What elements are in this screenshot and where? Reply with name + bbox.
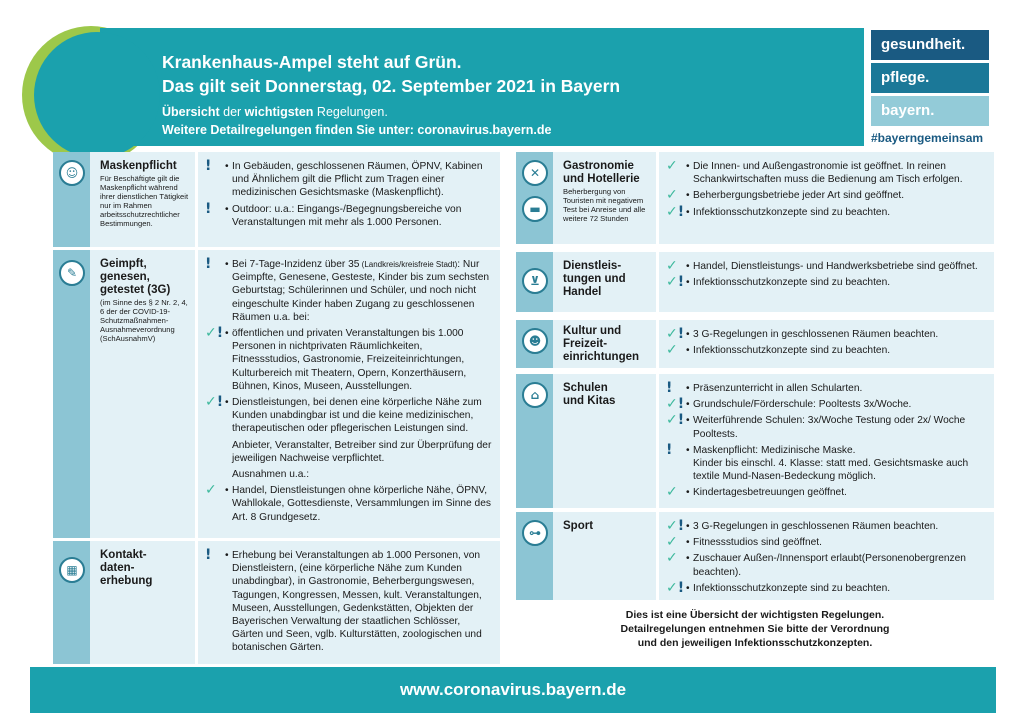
section-title — [100, 160, 192, 228]
check-icon: ✓ — [666, 203, 678, 220]
list-item: ✓ • Infektionsschutzkonzepte sind zu beachten. — [666, 342, 891, 359]
divider — [195, 250, 198, 538]
title-sub: (im Sinne des § 2 Nr. 2, 4, 6 der der COVID-19-Schutzmaßnahmen-Ausnahmeverordnung (SchAusnahmV) — [100, 298, 188, 343]
title-text: Handel — [563, 286, 602, 298]
check-icon: ✓ — [666, 396, 678, 413]
list-item: ✓ • Beherbergungsbetriebe jeder Art sind geöffnet. — [666, 187, 905, 204]
exclamation-icon: ! — [677, 326, 685, 342]
item-text: Outdoor: u.a.: Eingangs-/Begegnungsbereiche von Veranstaltungen mit mehr als 1.000 Personen. — [232, 203, 462, 228]
check-icon: ✓ — [666, 187, 678, 204]
cutlery-icon: ✕ — [522, 160, 548, 186]
item-text: : Nur Geimpfte, Genesene, Gesteste, Kinder bis zum sechsten Geburtstag; Schülerinnen und Schüler, und noch nicht eingeschulte Kinder haben Zugang zu geschlossenen Räumen u.a. bei: — [232, 259, 490, 323]
subtitle-text-2: Regelungen. — [313, 105, 388, 119]
exclamation-icon: ! — [205, 200, 212, 217]
dumbbell-icon: ⊶ — [522, 520, 548, 546]
title-line-1: Krankenhaus-Ampel steht auf Grün. — [162, 52, 462, 72]
check-icon: ✓ — [205, 325, 217, 342]
list-item: ! • Outdoor: u.a.: Eingangs-/Begegnungsbereiche von Veranstaltungen mit mehr als 1.000 Personen. — [205, 200, 462, 228]
list-item: ! • Maskenpflicht: Medizinische Maske. — [666, 441, 856, 458]
title-text: Sport — [563, 520, 594, 532]
list-item: ✓! • Infektionsschutzkonzepte sind zu beachten. — [666, 203, 891, 220]
title-text: Kultur und — [563, 325, 622, 337]
check-icon: ✓ — [666, 484, 678, 501]
exclamation-icon: ! — [677, 203, 685, 220]
subtitle-bold-2: wichtigsten — [244, 105, 314, 119]
section-gastronomie — [516, 152, 994, 244]
exclamation-icon: ! — [205, 256, 212, 272]
check-icon: ✓ — [666, 258, 678, 274]
item-text: öffentlichen und privaten Veranstaltungen bis 1.000 Personen in nichtprivaten Räumlichkeiten, Fitnessstudios, Gastronomie, Freizeiteinrichtungen, Kulturbereich mit Theatern, Opern, Konzerthäusern, Bühnen, Kinos, Museen, Ausstellungen. — [232, 328, 467, 392]
info-text: Kinder bis einschl. 4. Klasse: statt med. Gesichtsmaske auch textile Mund-Nasen-Bedeckung möglich. — [693, 458, 969, 483]
section-maskenpflicht — [53, 152, 500, 247]
note-line: Dies ist eine Übersicht der wichtigsten Regelungen. — [625, 609, 885, 621]
item-text: Infektionsschutzkonzepte sind zu beachten. — [693, 345, 891, 357]
section-title — [563, 520, 653, 533]
section-body — [666, 520, 986, 598]
check-icon: ✓ — [666, 550, 678, 567]
list-item: ✓ • Fitnessstudios sind geöffnet. — [666, 534, 822, 551]
section-title — [563, 382, 653, 408]
exclamation-icon: ! — [666, 441, 673, 458]
page-title — [162, 50, 620, 98]
subtitle-bold-1: Übersicht — [162, 105, 220, 119]
check-icon: ✓ — [666, 412, 678, 429]
item-text: Weiterführende Schulen: 3x/Woche Testung oder 2x/ Woche Pooltests. — [693, 415, 966, 440]
item-text: Beherbergungsbetriebe jeder Art sind geöffnet. — [693, 190, 905, 202]
list-item: ✓ • Handel, Dienstleistungen ohne körperliche Nähe, ÖPNV, Wahllokale, Gottesdienste, Versammlungen im Sinne des Art. 8 Grundgesetz. — [205, 482, 491, 523]
check-icon: ✓ — [666, 326, 678, 342]
title-text: Dienstleis- — [563, 260, 622, 272]
check-icon: ✓ — [666, 274, 678, 291]
item-text: Handel, Dienstleistungs- und Handwerksbetriebe sind geöffnet. — [693, 261, 978, 272]
item-text: Fitnessstudios sind geöffnet. — [693, 537, 822, 549]
item-text: Grundschule/Förderschule: Pooltests 3x/Woche. — [693, 399, 912, 411]
item-text: In Gebäuden, geschlossenen Räumen, ÖPNV, Kabinen und Ähnlichem gilt die Pflicht zum Tragen einer medizinischen Gesichtsmaske (Maskenpflicht). — [232, 161, 483, 199]
section-body — [666, 260, 986, 292]
section-title — [563, 160, 653, 223]
exclamation-icon: ! — [205, 158, 212, 174]
item-text: Infektionsschutzkonzepte sind zu beachten. — [693, 206, 891, 218]
title-text: tungen und — [563, 273, 626, 285]
brand-bayern: bayern. — [871, 96, 989, 126]
exclamation-icon: ! — [666, 380, 673, 396]
brand-pflege: pflege. — [871, 63, 989, 93]
check-icon: ✓ — [666, 158, 678, 174]
divider — [195, 541, 198, 664]
divider — [656, 152, 659, 244]
title-text: Freizeit- — [563, 338, 608, 350]
divider — [656, 252, 659, 312]
title-sub: Beherbergung von Touristen mit negativem Test bei Anreise und alle weitere 72 Stunden — [563, 187, 646, 223]
school-icon: ⌂ — [522, 382, 548, 408]
exclamation-icon: ! — [216, 394, 224, 411]
section-body — [205, 549, 493, 658]
cart-icon: ⊻ — [522, 268, 548, 294]
title-text: erhebung — [100, 575, 153, 587]
section-title — [100, 549, 192, 588]
check-icon: ✓ — [666, 579, 678, 596]
item-text: Kindertagesbetreuungen geöffnet. — [693, 487, 847, 499]
exclamation-icon: ! — [677, 396, 685, 413]
title-text: Schulen — [563, 382, 608, 394]
calendar-icon: ▦ — [59, 557, 85, 583]
list-item: ✓! • 3 G-Regelungen in geschlossenen Räumen beachten. — [666, 326, 939, 342]
list-item: ✓! • Dienstleistungen, bei denen eine körperliche Nähe zum Kunden unabdingbar ist und die keine medizinischen, therapeutischen oder pflegerischen Leistungen sind. — [205, 394, 482, 435]
section-3g — [53, 250, 500, 538]
subtitle-text-1: der — [219, 105, 245, 119]
list-item: ✓ • Handel, Dienstleistungs- und Handwerksbetriebe sind geöffnet. — [666, 258, 978, 274]
info-text: Ausnahmen u.a.: — [232, 469, 310, 481]
title-text: und Hotellerie — [563, 173, 640, 185]
section-body — [666, 382, 986, 503]
check-icon: ✓ — [666, 534, 678, 551]
brand-gesundheit: gesundheit. — [871, 30, 989, 60]
divider — [656, 320, 659, 368]
note-line: und den jeweiligen Infektionsschutzkonzepten. — [637, 637, 873, 649]
check-icon: ✓ — [666, 342, 678, 359]
item-text: Dienstleistungen, bei denen eine körperliche Nähe zum Kunden unabdingbar ist und die keine medizinischen, therapeutischen oder pflegerischen Leistungen sind. — [232, 397, 482, 435]
summary-note — [515, 608, 995, 650]
item-text: 3 G-Regelungen in geschlossenen Räumen beachten. — [693, 521, 939, 532]
check-icon: ✓ — [666, 518, 678, 534]
divider — [656, 374, 659, 508]
section-dienstleistungen — [516, 252, 994, 312]
syringe-icon: ✎ — [59, 260, 85, 286]
exclamation-icon: ! — [677, 412, 685, 429]
section-body — [666, 328, 986, 360]
title-line-2: Das gilt seit Donnerstag, 02. September 2021 in Bayern — [162, 76, 621, 96]
list-item: ✓! • Weiterführende Schulen: 3x/Woche Testung oder 2x/ Woche Pooltests. — [666, 412, 966, 440]
section-title — [100, 258, 192, 343]
divider — [656, 512, 659, 600]
item-text: Die Innen- und Außengastronomie ist geöffnet. In reinen Schankwirtschaften muss die Bedienung am Tisch erfolgen. — [693, 161, 963, 186]
item-text: Handel, Dienstleistungen ohne körperliche Nähe, ÖPNV, Wahllokale, Gottesdienste, Versammlungen im Sinne des Art. 8 Grundgesetz. — [232, 485, 491, 523]
title-text: Maskenpflicht — [100, 160, 177, 172]
check-icon: ✓ — [205, 394, 217, 411]
list-item: ! • Bei 7-Tage-Inzidenz über 35 (Landkreis/kreisfreie Stadt): Nur Geimpfte, Genesene, Gesteste, Kinder bis zum sechsten Geburtstag; Schülerinnen und Schüler, und noch nicht eingeschulte Kinder haben Zugang zu geschlossenen Räumen u.a. bei: — [205, 256, 490, 323]
list-item: ✓! • Grundschule/Förderschule: Pooltests 3x/Woche. — [666, 396, 912, 413]
subtitle-link-line: Weitere Detailregelungen finden Sie unter: coronavirus.bayern.de — [162, 123, 552, 137]
item-text: Zuschauer Außen-/Innensport erlaubt(Personenobergrenzen beachten). — [693, 553, 966, 578]
exclamation-icon: ! — [677, 518, 685, 534]
section-body — [666, 160, 986, 222]
title-sub: Für Beschäftigte gilt die Maskenpflicht während ihrer dienstlichen Tätigkeit nur im Rahmen arbeitsschutzrechtlicher Bestimmungen. — [100, 174, 189, 228]
icon-column — [53, 250, 90, 538]
title-text: Geimpft, genesen, getestet (3G) — [100, 258, 171, 296]
item-text: Erhebung bei Veranstaltungen ab 1.000 Personen, von Dienstleistern, (eine körperliche Nähe zum Kunden unabdingbar), in Gastronomie, Beherbergungswesen, Tagungen, Kongressen, Messen, kult. Veranstaltungen, Museen, Ausstellungen, Gedenkstätten, Objekten der Bayerischen Verwaltung der staatlichen Schlösser, Gärten und Seen, vglb. Kulturstätten, zoologischen und botanischen Gärten. — [232, 550, 482, 654]
theater-masks-icon: ☻ — [522, 328, 548, 354]
exclamation-icon: ! — [205, 547, 212, 563]
list-item: ✓! • 3 G-Regelungen in geschlossenen Räumen beachten. — [666, 518, 939, 534]
page-subtitle — [162, 103, 551, 139]
check-icon: ✓ — [205, 482, 217, 499]
list-item: ✓! • Infektionsschutzkonzepte sind zu beachten. — [666, 579, 891, 596]
section-body — [205, 160, 493, 232]
section-title — [563, 325, 653, 364]
item-text: 3 G-Regelungen in geschlossenen Räumen beachten. — [693, 329, 939, 340]
title-text: Gastronomie — [563, 160, 634, 172]
item-text: Maskenpflicht: Medizinische Maske. — [693, 444, 856, 456]
item-text: Infektionsschutzkonzepte sind zu beachten. — [693, 277, 891, 289]
list-item: ✓ • Kindertagesbetreuungen geöffnet. — [666, 484, 847, 501]
list-item: ✓ • Zuschauer Außen-/Innensport erlaubt(Personenobergrenzen beachten). — [666, 550, 966, 578]
section-title — [563, 260, 653, 299]
section-schulen — [516, 374, 994, 508]
title-text: Kontakt- — [100, 549, 147, 561]
list-item: ✓! • Infektionsschutzkonzepte sind zu beachten. — [666, 274, 891, 291]
divider — [195, 152, 198, 247]
item-small: (Landkreis/kreisfreie Stadt) — [359, 260, 458, 269]
item-text: Bei 7-Tage-Inzidenz über 35 — [232, 259, 360, 270]
decor-circle-inner — [34, 32, 160, 158]
bed-icon: ▬ — [522, 196, 548, 222]
info-text: Anbieter, Veranstalter, Betreiber sind zur Überprüfung der jeweiligen Nachweise verpflichtet. — [232, 439, 492, 464]
list-item: ! • In Gebäuden, geschlossenen Räumen, ÖPNV, Kabinen und Ähnlichem gilt die Pflicht zum Tragen einer medizinischen Gesichtsmaske (Maskenpflicht). — [205, 158, 483, 199]
list-item: ✓! • öffentlichen und privaten Veranstaltungen bis 1.000 Personen in nichtprivaten Räumlichkeiten, Fitnessstudios, Gastronomie, Freizeiteinrichtungen, Kulturbereich mit Theatern, Opern, Konzerthäusern, Bühnen, Kinos, Museen, Ausstellungen. — [205, 325, 467, 392]
section-sport — [516, 512, 994, 600]
title-text: daten- — [100, 562, 135, 574]
exclamation-icon: ! — [677, 579, 685, 596]
section-kontaktdaten — [53, 541, 500, 664]
note-line: Detailregelungen entnehmen Sie bitte der Verordnung — [620, 623, 890, 635]
section-kultur — [516, 320, 994, 368]
item-text: Präsenzunterricht in allen Schularten. — [693, 383, 863, 394]
list-item: ! • Erhebung bei Veranstaltungen ab 1.000 Personen, von Dienstleistern, (eine körperliche Nähe zum Kunden unabdingbar), in Gastronomie, Beherbergungswesen, Tagungen, Kongressen, Messen, kult. Veranstaltungen, Museen, Ausstellungen, Gedenkstätten, Objekten der Bayerischen Verwaltung der staatlichen Schlösser, Gärten und Seen, vglb. Kulturstätten, zoologischen und botanischen Gärten. — [205, 547, 482, 654]
item-text: Infektionsschutzkonzepte sind zu beachten. — [693, 582, 891, 594]
exclamation-icon: ! — [216, 325, 224, 342]
list-item: ✓ • Die Innen- und Außengastronomie ist geöffnet. In reinen Schankwirtschaften muss die Bedienung am Tisch erfolgen. — [666, 158, 963, 186]
title-text: einrichtungen — [563, 351, 640, 363]
hashtag: #bayerngemeinsam — [871, 131, 984, 145]
exclamation-icon: ! — [677, 274, 685, 291]
section-body — [205, 258, 493, 527]
mask-icon: ☺ — [59, 160, 85, 186]
footer-url[interactable]: www.coronavirus.bayern.de — [30, 667, 996, 713]
title-text: und Kitas — [563, 395, 616, 407]
list-item: ! • Präsenzunterricht in allen Schularten. — [666, 380, 863, 396]
